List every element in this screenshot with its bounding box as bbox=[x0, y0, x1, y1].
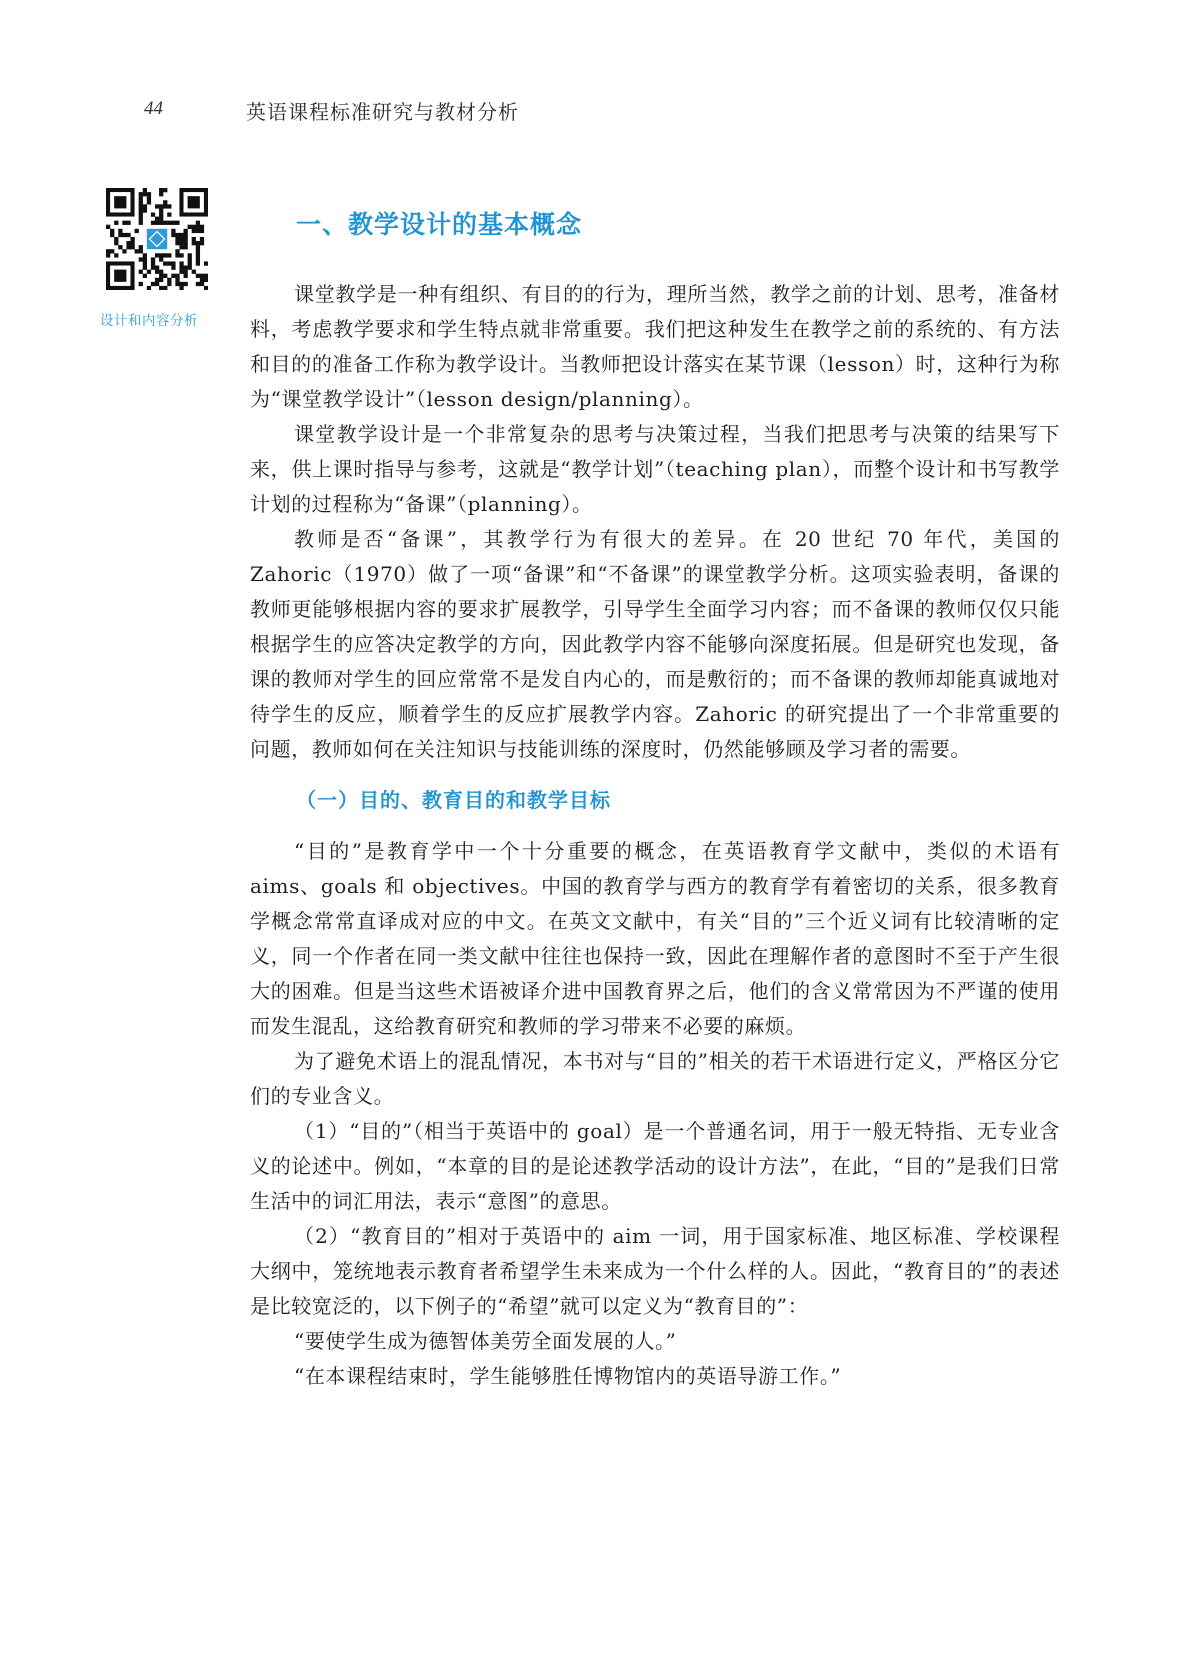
qr-code-graphic bbox=[106, 188, 208, 290]
paragraph: （2）“教育目的”相对于英语中的 aim 一词，用于国家标准、地区标准、学校课程大纲中，笼统地表示教育者希望学生未来成为一个什么样的人。因此，“教育目的”的表述是比较宽泛的，以下例子的“希望”就可以定义为“教育目的”： bbox=[250, 1224, 1060, 1318]
paragraph: 课堂教学是一种有组织、有目的的行为，理所当然，教学之前的计划、思考，准备材料，考虑教学要求和学生特点就非常重要。我们把这种发生在教学之前的系统的、有方法和目的的准备工作称为教学设计。当教师把设计落实在某节课（lesson）时，这种行为称为“课堂教学设计”（lesson design/planning）。 bbox=[250, 282, 1060, 411]
paragraph: 教师是否“备课”，其教学行为有很大的差异。在 20 世纪 70 年代，美国的 Zahoric（1970）做了一项“备课”和“不备课”的课堂教学分析。这项实验表明，备课的教师更能够根据内容的要求扩展教学，引导学生全面学习内容；而不备课的教师仅仅只能根据学生的应答决定教学的方向，因此教学内容不能够向深度拓展。但是研究也发现，备课的教师对学生的回应常常不是发自内心的，而是敷衍的；而不备课的教师却能真诚地对待学生的反应，顺着学生的反应扩展教学内容。Zahoric 的研究提出了一个非常重要的问题，教师如何在关注知识与技能训练的深度时，仍然能够顾及学习者的需要。 bbox=[250, 527, 1060, 761]
section-title: 一、教学设计的基本概念 bbox=[296, 210, 583, 239]
quote-line: “要使学生成为德智体美劳全面发展的人。” bbox=[294, 1329, 677, 1353]
qr-caption: 设计和内容分析 bbox=[100, 313, 198, 329]
running-header bbox=[0, 98, 1203, 134]
paragraph: （1）“目的”（相当于英语中的 goal）是一个普通名词，用于一般无特指、无专业含义的论述中。例如，“本章的目的是论述教学活动的设计方法”，在此，“目的”是我们日常生活中的词汇用法，表示“意图”的意思。 bbox=[250, 1119, 1060, 1213]
subsection-title: （一）目的、教育目的和教学目标 bbox=[296, 788, 611, 812]
qr-code-icon[interactable] bbox=[106, 188, 208, 290]
paragraph: 为了避免术语上的混乱情况，本书对与“目的”相关的若干术语进行定义，严格区分它们的专业含义。 bbox=[250, 1049, 1060, 1108]
page-number: 44 bbox=[144, 98, 163, 119]
paragraph: “目的”是教育学中一个十分重要的概念，在英语教育学文献中，类似的术语有 aims、goals 和 objectives。中国的教育学与西方的教育学有着密切的关系，很多教育学概念常常直译成对应的中文。在英文文献中，有关“目的”三个近义词有比较清晰的定义，同一个作者在同一类文献中往往也保持一致，因此在理解作者的意图时不至于产生很大的困难。但是当这些术语被译介进中国教育界之后，他们的含义常常因为不严谨的使用而发生混乱，这给教育研究和教师的学习带来不必要的麻烦。 bbox=[250, 839, 1060, 1038]
side-panel bbox=[100, 188, 225, 329]
paragraph: 课堂教学设计是一个非常复杂的思考与决策过程，当我们把思考与决策的结果写下来，供上课时指导与参考，这就是“教学计划”（teaching plan），而整个设计和书写教学计划的过程称为“备课”（planning）。 bbox=[250, 422, 1060, 516]
quote-line: “在本课程结束时，学生能够胜任博物馆内的英语导游工作。” bbox=[294, 1364, 842, 1388]
main-content bbox=[250, 205, 1060, 1394]
book-title: 英语课程标准研究与教材分析 bbox=[246, 100, 519, 124]
